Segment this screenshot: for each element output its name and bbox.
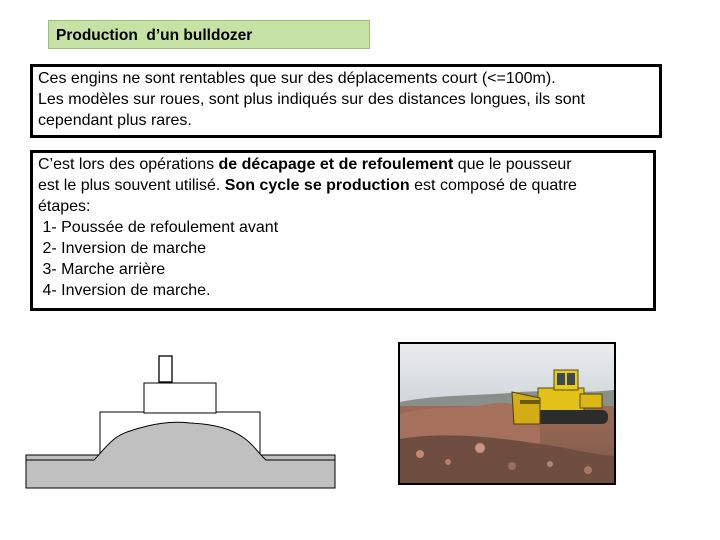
cycle-production-emphasis: Son cycle se production <box>224 177 410 194</box>
soil-mound-diagram <box>22 350 340 492</box>
cycle-line-1-c: que le pousseur <box>453 156 572 173</box>
intro-text-box <box>30 64 662 138</box>
bulldozer-photo <box>398 342 616 485</box>
cycle-step-4: 4- Inversion de marche. <box>38 282 211 299</box>
cycle-line-2 <box>38 175 648 196</box>
intro-line-3: cependant plus rares. <box>38 112 192 129</box>
intro-line-2: Les modèles sur roues, sont plus indiqués sur des distances longues, ils sont <box>38 91 585 108</box>
cycle-step-1: 1- Poussée de refoulement avant <box>38 219 279 236</box>
cycle-step-3: 3- Marche arrière <box>38 261 166 278</box>
upper-block-outline <box>144 383 216 413</box>
slide-title: Production d’un bulldozer <box>48 20 370 49</box>
missing-glyph-icon <box>159 356 172 382</box>
cycle-line-1 <box>38 154 648 175</box>
cycle-text-box <box>30 150 656 311</box>
cycle-line-2-c: est composé de quatre <box>409 177 577 194</box>
cycle-line-1-a: C’est lors des opérations <box>38 156 219 173</box>
cycle-operations-emphasis: de décapage et de refoulement <box>218 156 454 173</box>
cycle-line-2-a: est le plus souvent utilisé. <box>38 177 225 194</box>
cycle-line-3: étapes: <box>38 198 91 215</box>
bulldozer-photo-art <box>400 344 614 483</box>
cycle-step-2: 2- Inversion de marche <box>38 240 207 257</box>
intro-line-1: Ces engins ne sont rentables que sur des déplacements court (<=100m). <box>38 70 556 87</box>
